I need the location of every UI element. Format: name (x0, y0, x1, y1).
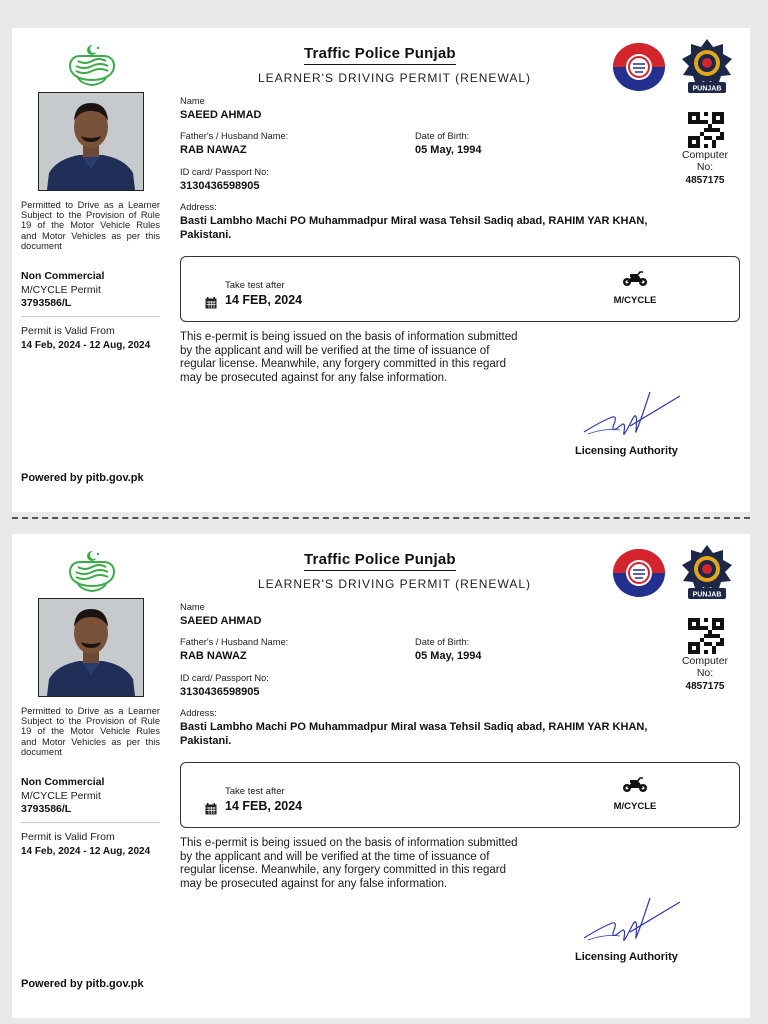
motorcycle-icon (622, 777, 648, 793)
permit-type: M/CYCLE Permit (21, 284, 101, 296)
emblem-punjab-text: PUNJAB (692, 85, 722, 93)
permit-number: 3793586/L (21, 803, 72, 815)
dob-label: Date of Birth: (415, 131, 470, 141)
permitted-text: Permitted to Drive as a Learner Subject to the Provision of Rule 19 of the Motor Vehicle Rules and Motor Vehicles as per this document (21, 200, 160, 251)
computer-no-label: Computer No: (681, 655, 729, 679)
name-label: Name (180, 96, 205, 106)
traffic-police-emblem-icon (680, 38, 734, 94)
document-title: LEARNER'S DRIVING PERMIT (RENEWAL) (258, 577, 531, 591)
calendar-icon (205, 802, 217, 814)
applicant-name: SAEED AHMAD (180, 615, 262, 627)
side-separator (21, 316, 160, 317)
punjab-govt-logo-icon (68, 550, 116, 594)
notice-text: This e-permit is being issued on the basis of information submitted by the applicant and will be verified at the time of issuance of regular license. Meanwhile, any forgery committed in this regard may be prosecuted against for any false information. (180, 331, 518, 384)
id-number: 3130436598905 (180, 686, 260, 698)
licensing-authority-label: Licensing Authority (575, 951, 678, 963)
address-label: Address: (180, 708, 217, 718)
permit-card (12, 534, 750, 1018)
id-label: ID card/ Passport No: (180, 167, 269, 177)
date-of-birth: 05 May, 1994 (415, 144, 482, 156)
permit-card (12, 28, 750, 512)
qr-code-icon (688, 112, 724, 148)
permit-number: 3793586/L (21, 297, 72, 309)
qr-code-icon (688, 618, 724, 654)
applicant-photo (38, 598, 144, 697)
address-label: Address: (180, 202, 217, 212)
test-after-label: Take test after (225, 786, 285, 797)
valid-dates: 14 Feb, 2024 - 12 Aug, 2024 (21, 340, 151, 351)
father-name: RAB NAWAZ (180, 650, 247, 662)
powered-by: Powered by pitb.gov.pk (21, 472, 144, 484)
id-number: 3130436598905 (180, 180, 260, 192)
valid-from-label: Permit is Valid From (21, 325, 115, 337)
test-date: 14 FEB, 2024 (225, 799, 303, 813)
punjab-govt-logo-icon (68, 44, 116, 88)
motorcycle-icon (622, 271, 648, 287)
computer-no-label: Computer No: (681, 149, 729, 173)
valid-dates: 14 Feb, 2024 - 12 Aug, 2024 (21, 846, 151, 857)
traffic-police-emblem-icon (680, 544, 734, 600)
test-date: 14 FEB, 2024 (225, 293, 303, 307)
calendar-icon (205, 296, 217, 308)
signature-image (580, 886, 684, 948)
document-title: LEARNER'S DRIVING PERMIT (RENEWAL) (258, 71, 531, 85)
office-title: Traffic Police Punjab (304, 551, 456, 571)
address: Basti Lambho Machi PO Muhammadpur Miral wasa Tehsil Sadiq abad, RAHIM YAR KHAN, Pakistani. (180, 215, 648, 241)
police-emblem-icon (612, 548, 666, 598)
applicant-photo (38, 92, 144, 191)
dob-label: Date of Birth: (415, 637, 470, 647)
test-info-box (180, 762, 740, 828)
permit-category: Non Commercial (21, 776, 105, 788)
applicant-name: SAEED AHMAD (180, 109, 262, 121)
permitted-text: Permitted to Drive as a Learner Subject to the Provision of Rule 19 of the Motor Vehicle Rules and Motor Vehicles as per this document (21, 706, 160, 757)
licensing-authority-label: Licensing Authority (575, 445, 678, 457)
side-separator (21, 822, 160, 823)
computer-no: 4857175 (685, 681, 725, 692)
address: Basti Lambho Machi PO Muhammadpur Miral wasa Tehsil Sadiq abad, RAHIM YAR KHAN, Pakistani. (180, 721, 648, 747)
signature-image (580, 380, 684, 442)
date-of-birth: 05 May, 1994 (415, 650, 482, 662)
permit-type: M/CYCLE Permit (21, 790, 101, 802)
father-name-label: Father's / Husband Name: (180, 131, 289, 141)
vehicle-class: M/CYCLE (613, 801, 657, 812)
cut-line-divider (12, 517, 750, 519)
name-label: Name (180, 602, 205, 612)
police-emblem-icon (612, 42, 666, 92)
emblem-punjab-text: PUNJAB (692, 591, 722, 599)
test-info-box (180, 256, 740, 322)
id-label: ID card/ Passport No: (180, 673, 269, 683)
office-title: Traffic Police Punjab (304, 45, 456, 65)
vehicle-class: M/CYCLE (613, 295, 657, 306)
notice-text: This e-permit is being issued on the basis of information submitted by the applicant and will be verified at the time of issuance of regular license. Meanwhile, any forgery committed in this regard may be prosecuted against for any false information. (180, 837, 518, 890)
powered-by: Powered by pitb.gov.pk (21, 978, 144, 990)
father-name: RAB NAWAZ (180, 144, 247, 156)
father-name-label: Father's / Husband Name: (180, 637, 289, 647)
computer-no: 4857175 (685, 175, 725, 186)
valid-from-label: Permit is Valid From (21, 831, 115, 843)
permit-category: Non Commercial (21, 270, 105, 282)
test-after-label: Take test after (225, 280, 285, 291)
